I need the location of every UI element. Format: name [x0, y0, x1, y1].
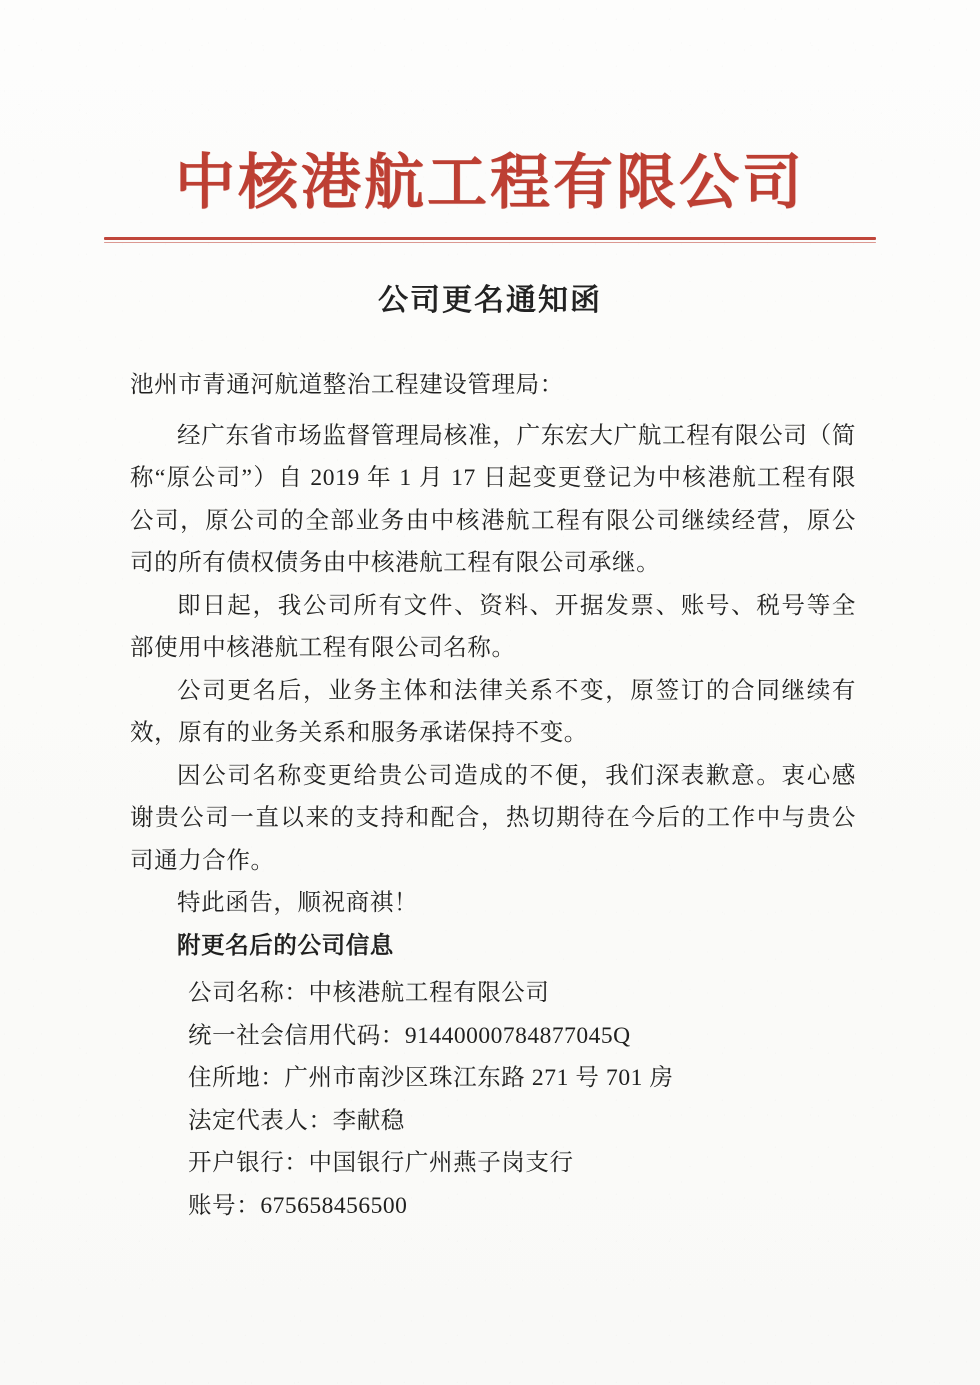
letterhead-divider-rule — [104, 237, 876, 240]
info-label-bank: 开户银行： — [188, 1150, 309, 1176]
info-label-address: 住所地： — [188, 1065, 285, 1091]
paragraph-2-line-2: 部使用中核港航工程有限公司名称。 — [130, 635, 516, 661]
info-row-bank — [188, 1142, 888, 1185]
info-label-company-name: 公司名称： — [188, 980, 309, 1006]
info-value-legal-representative: 李献稳 — [332, 1107, 405, 1134]
info-label-legal-representative: 法定代表人： — [188, 1107, 333, 1134]
paragraph-2-line-1: 即日起，我公司所有文件、资料、开据发票、账号、税号等全 — [177, 592, 856, 619]
info-row-account-number — [188, 1185, 888, 1228]
info-row-legal-representative — [188, 1100, 888, 1143]
info-value-company-name: 中核港航工程有限公司 — [308, 980, 550, 1006]
paragraph-3-line-2: 效，原有的业务关系和服务承诺保持不变。 — [130, 720, 588, 746]
paragraph-2 — [130, 585, 856, 670]
letterhead-company-name: 中核港航工程有限公司 — [175, 148, 805, 218]
info-row-address — [188, 1057, 888, 1100]
paragraph-1-line-2: 称“原公司”）自 2019 年 1 月 17 日起变更登记为中核港航工程有限 — [130, 465, 856, 491]
info-value-bank: 中国银行广州燕子岗支行 — [308, 1150, 574, 1176]
paragraph-4-line-2: 谢贵公司一直以来的支持和配合，热切期待在今后的工作中与贵公 — [130, 805, 856, 831]
paragraph-1-line-1: 经广东省市场监督管理局核准，广东宏大广航工程有限公司（简 — [177, 422, 856, 449]
paragraph-3-line-1: 公司更名后，业务主体和法律关系不变，原签订的合同继续有 — [177, 677, 856, 704]
paragraph-1 — [130, 415, 856, 585]
info-label-credit-code: 统一社会信用代码： — [188, 1022, 405, 1049]
info-value-account-number: 675658456500 — [260, 1192, 408, 1219]
paragraph-4 — [130, 755, 856, 883]
paragraph-1-line-3: 公司，原公司的全部业务由中核港航工程有限公司继续经营，原公 — [130, 507, 856, 534]
paragraph-1-line-4: 司的所有债权债务由中核港航工程有限公司承继。 — [130, 550, 661, 576]
paragraph-4-line-1: 因公司名称变更给贵公司造成的不便，我们深表歉意。衷心感 — [177, 762, 856, 789]
info-row-credit-code — [188, 1015, 888, 1058]
paragraph-3 — [130, 670, 856, 755]
letter-body — [130, 364, 856, 967]
info-value-credit-code: 91440000784877045Q — [404, 1022, 631, 1049]
info-value-address: 广州市南沙区珠江东路 271 号 701 房 — [284, 1065, 674, 1091]
attachment-heading: 附更名后的公司信息 — [177, 932, 394, 959]
company-info-list — [188, 972, 888, 1227]
page-title: 公司更名通知函 — [378, 283, 602, 318]
info-row-company-name — [188, 972, 888, 1015]
recipient-line: 池州市青通河航道整治工程建设管理局： — [130, 372, 564, 398]
closing-line: 特此函告，顺祝商祺！ — [177, 890, 418, 916]
letterhead-divider-rule-thin — [104, 242, 876, 243]
info-label-account-number: 账号： — [188, 1192, 261, 1219]
letterhead — [0, 150, 980, 217]
paragraph-4-line-3: 司通力合作。 — [130, 847, 275, 874]
